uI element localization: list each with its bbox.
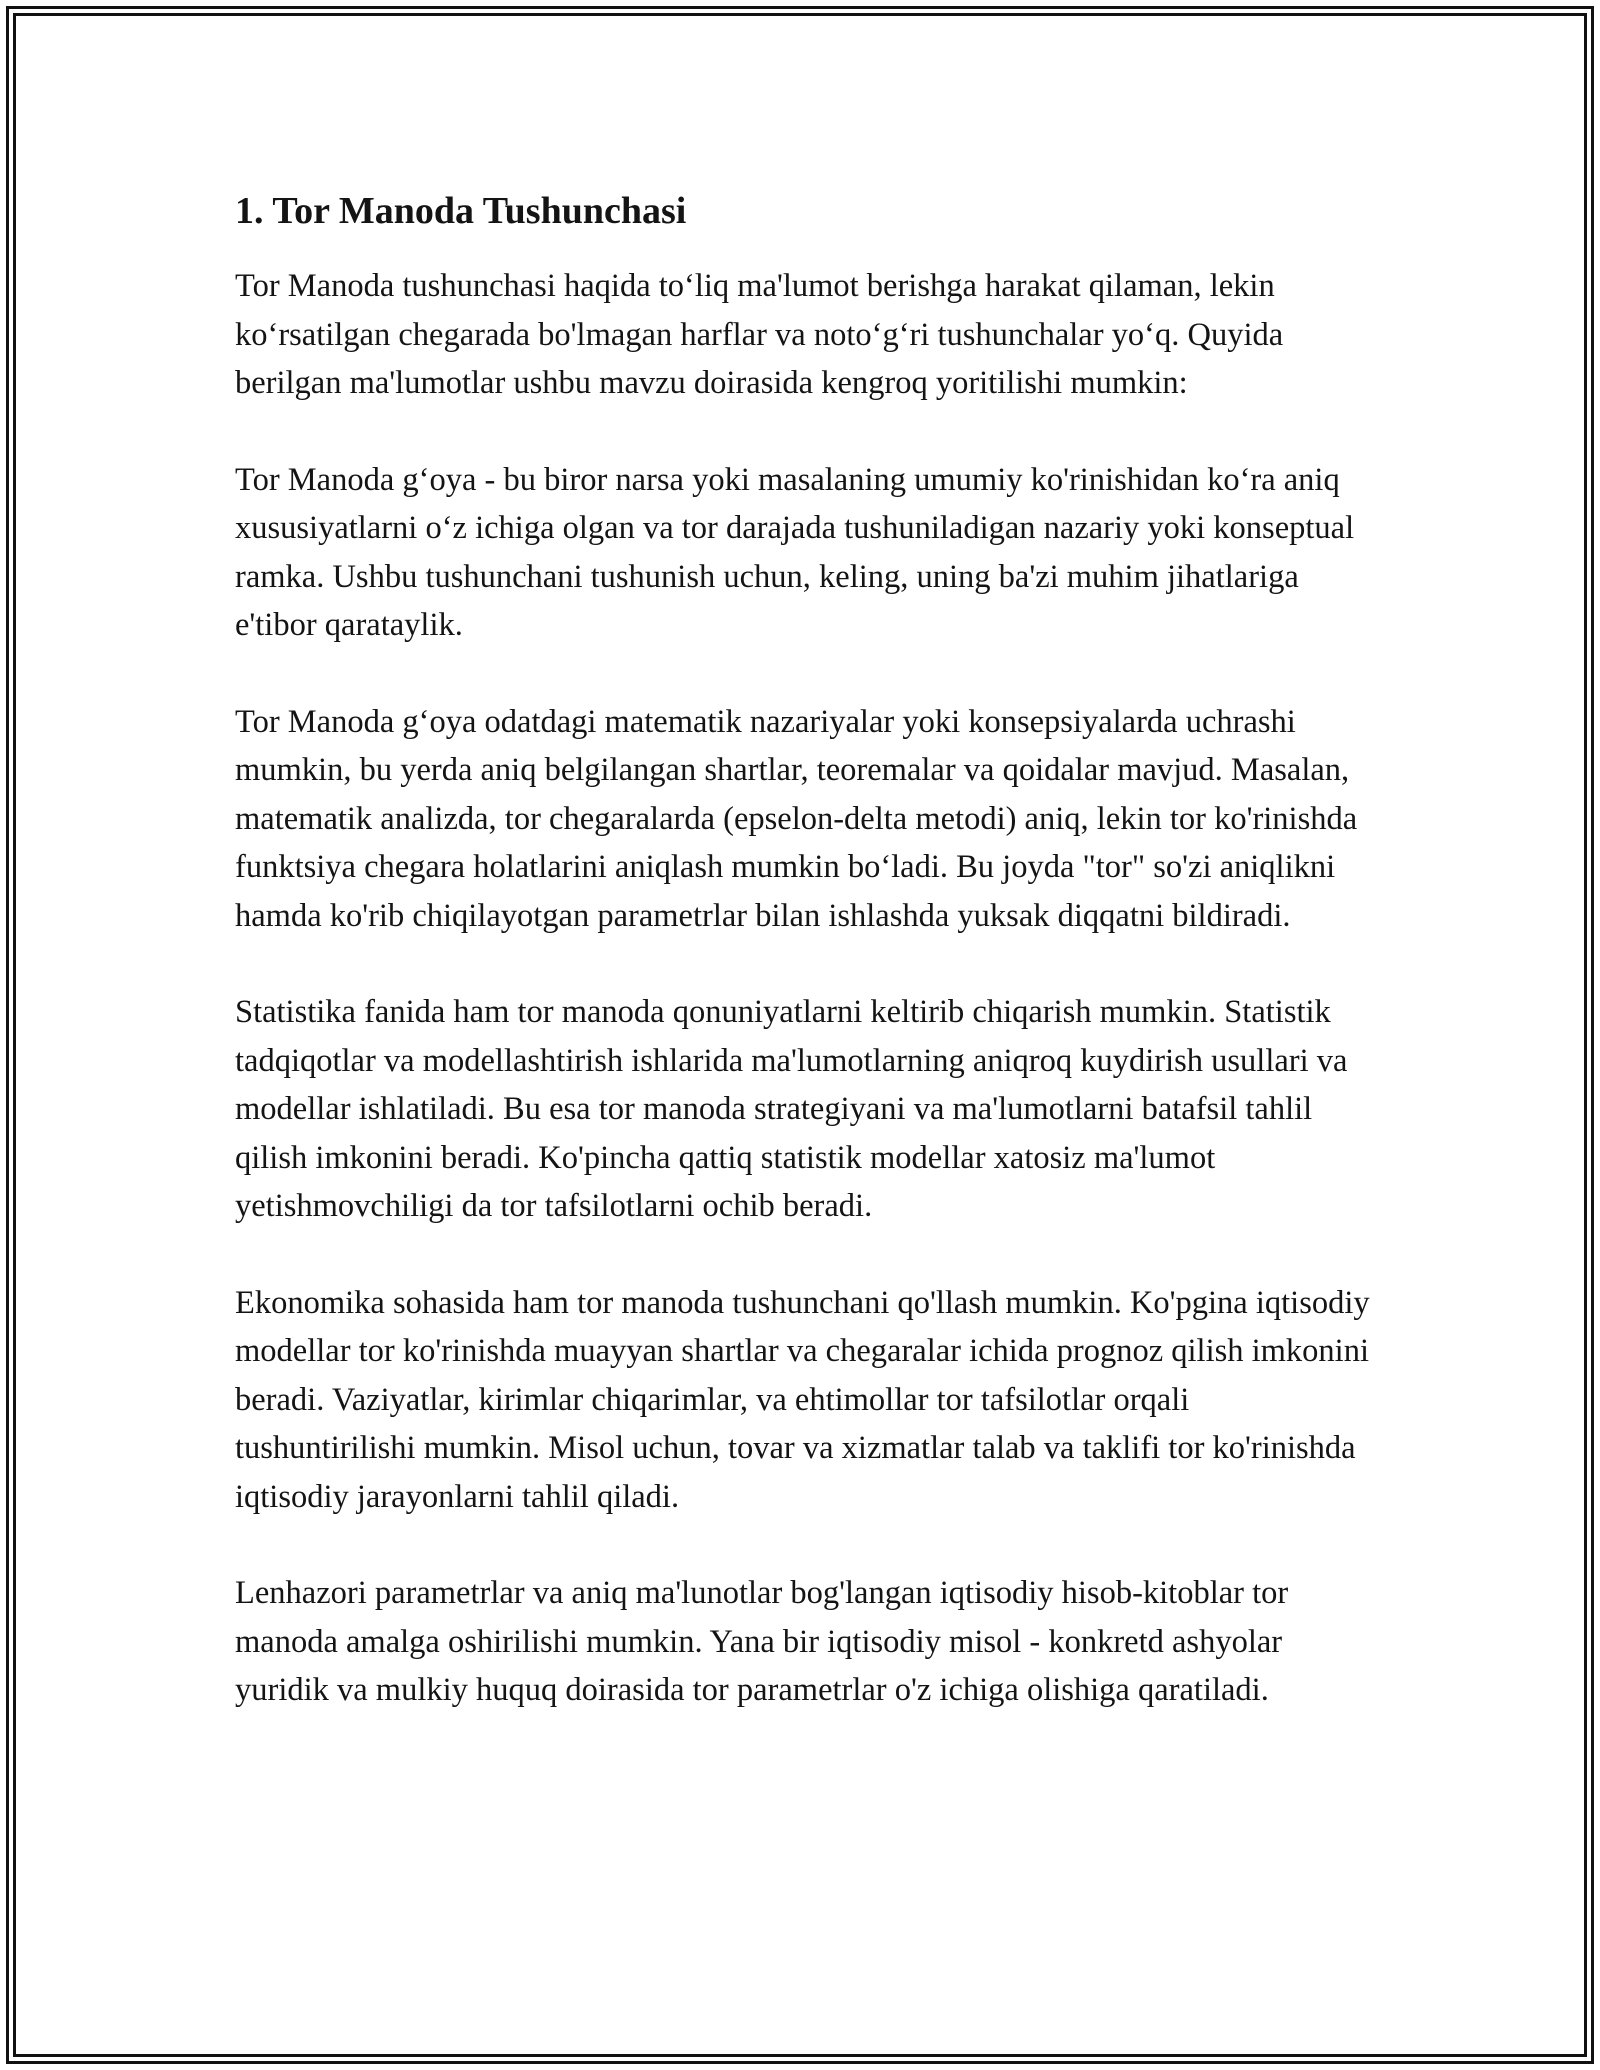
section-heading: 1. Tor Manoda Tushunchasi <box>235 190 687 232</box>
paragraph-mathematics: Tor Manoda g‘oya odatdagi matematik nazariyalar yoki konsepsiyalarda uchrashi mumkin, bu yerda aniq belgilangan shartlar, teoremalar va qoidalar mavjud. Masalan, matematik analizda, tor chegaralarda (epselon-delta metodi) aniq, lekin tor ko'rinishda funktsiya chegara holatlarini aniqlash mumkin bo‘ladi. Bu joyda "tor" so'zi aniqlikni hamda ko'rib chiqilayotgan parametrlar bilan ishlashda yuksak diqqatni bildiradi. <box>235 703 1358 934</box>
paragraph-definition: Tor Manoda g‘oya - bu biror narsa yoki masalaning umumiy ko'rinishidan ko‘ra aniq xususiyatlarni o‘z ichiga olgan va tor darajada tushuniladigan nazariy yoki konseptual ramka. Ushbu tushunchani tushunish uchun, keling, uning ba'zi muhim jihatlariga e'tibor qarataylik. <box>235 461 1355 643</box>
paragraph-intro: Tor Manoda tushunchasi haqida to‘liq ma'lumot berishga harakat qilaman, lekin ko‘rsatilgan chegarada bo'lmagan harflar va noto‘g‘ri tushunchalar yo‘q. Quyida berilgan ma'lumotlar ushbu mavzu doirasida kengroq yoritilishi mumkin: <box>235 268 1284 401</box>
paragraph-economics: Ekonomika sohasida ham tor manoda tushunchani qo'llash mumkin. Ko'pgina iqtisodiy modellar tor ko'rinishda muayyan shartlar va chegaralar ichida prognoz qilish imkonini beradi. Vaziyatlar, kirimlar chiqarimlar, va ehtimollar tor tafsilotlar orqali tushuntirilishi mumkin. Misol uchun, tovar va xizmatlar talab va taklifi tor ko'rinishda iqtisodiy jarayonlarni tahlil qiladi. <box>235 1284 1370 1515</box>
paragraph-economic-example: Lenhazori parametrlar va aniq ma'lunotlar bog'langan iqtisodiy hisob-kitoblar tor manoda amalga oshirilishi mumkin. Yana bir iqtisodiy misol - konkretd ashyolar yuridik va mulkiy huquq doirasida tor parametrlar o'z ichiga olishiga qaratiladi. <box>235 1575 1289 1708</box>
paragraph-statistics: Statistika fanida ham tor manoda qonuniyatlarni keltirib chiqarish mumkin. Statistik tadqiqotlar va modellashtirish ishlarida ma'lumotlarning aniqroq kuydirish usullari va modellar ishlatiladi. Bu esa tor manoda strategiyani va ma'lumotlarni batafsil tahlil qilish imkonini beradi. Ko'pincha qattiq statistik modellar xatosiz ma'lumot yetishmovchiligi da tor tafsilotlarni ochib beradi. <box>235 994 1348 1224</box>
document-body <box>235 186 1370 1763</box>
